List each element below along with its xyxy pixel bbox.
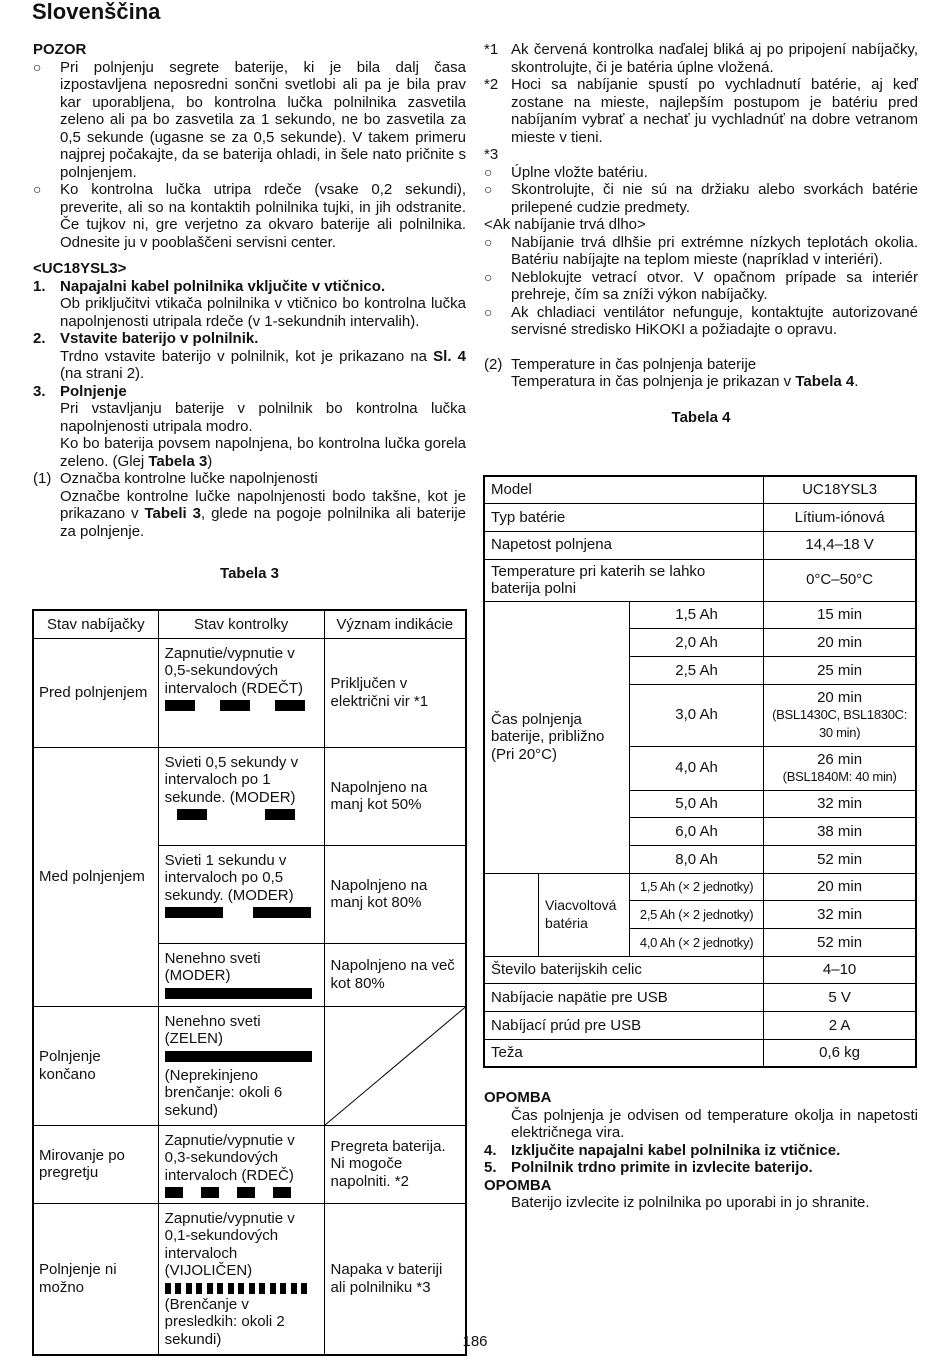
- footnote-text: Hoci sa nabíjanie spustí po vychladnutí batérie, aj keď zostane na mieste, najlepším postupom je batériu pred nabíjaním vybrať a nechať ju vychladnúť na dobre vetranom mieste v tieni.: [511, 76, 918, 146]
- table-row: [484, 956, 916, 984]
- circle-bullet-icon: ○: [484, 303, 493, 320]
- step-3-title: [33, 383, 466, 401]
- text-run: Ko bo baterija povsem napolnjena, bo kontrolna lučka gorela zeleno. (Glej: [60, 435, 466, 470]
- blink-pattern-blue: [165, 907, 318, 918]
- buzzer-note: (Brenčanje v presledkih: okoli 2 sekundi): [164, 1295, 285, 1348]
- steady-pattern-blue: [165, 988, 318, 999]
- sub-2-text: [484, 373, 918, 391]
- sub-2-title: [484, 356, 918, 374]
- capacity: 4,0 Ah (× 2 jednotky): [629, 929, 763, 957]
- light-description: Nenehno sveti (MODER): [164, 949, 261, 984]
- row-value: 14,4–18 V: [764, 531, 916, 559]
- row-value: 0°C–50°C: [764, 559, 916, 601]
- light-state: [158, 638, 324, 747]
- table-3-caption: Tabela 3: [220, 565, 279, 582]
- row-label: Typ batérie: [484, 504, 764, 532]
- bullet-item: [484, 164, 918, 182]
- light-state: [158, 747, 324, 845]
- indication-meaning: Napaka v bateriji ali polnilniku *3: [324, 1203, 466, 1355]
- blink-bar: [275, 700, 305, 711]
- sub-title: Temperature in čas polnjenja baterije: [511, 355, 757, 373]
- table-ref: Tabela 4: [795, 373, 855, 390]
- steady-bar: [165, 1051, 312, 1062]
- text-run: Trdno vstavite baterijo v polnilnik, kot je prikazano na: [60, 347, 434, 365]
- bullet-text: Ak chladiaci ventilátor nefunguje, kontaktujte autorizované servisné stredisko HiKOKI a požiadajte o opravu.: [511, 303, 918, 338]
- table-row: [484, 1039, 916, 1067]
- table-row: [484, 1012, 916, 1040]
- indication-meaning: Priključen v električni vir *1: [324, 638, 466, 747]
- row-value: 0,6 kg: [764, 1039, 916, 1067]
- table-ref: Tabeli 3: [144, 505, 201, 522]
- footnote-text: Ak červená kontrolka naďalej bliká aj po pripojení nabíjačky, skontrolujte, či je batéria úplne vložená.: [511, 41, 918, 76]
- indication-meaning: Pregreta baterija. Ni mogoče napolniti. *2: [324, 1125, 466, 1203]
- table-row: [33, 1006, 466, 1125]
- row-value: 4–10: [764, 956, 916, 984]
- sub-1-text: [33, 488, 466, 541]
- blink-bar: [237, 1187, 255, 1198]
- capacity: 1,5 Ah (× 2 jednotky): [629, 873, 763, 901]
- sub-number: (1): [33, 470, 52, 487]
- time: 20 min: [764, 873, 916, 901]
- light-description: Svieti 1 sekundu v intervaloch po 0,5 sekundy. (MODER): [164, 851, 294, 904]
- sub-number: (2): [484, 355, 503, 373]
- light-state: [158, 1006, 324, 1125]
- step-title: Polnilnik trdno primite in izvlecite baterijo.: [511, 1159, 813, 1176]
- time: 15 min: [764, 601, 916, 629]
- row-label: Število baterijskih celic: [484, 956, 764, 984]
- light-state: [158, 1125, 324, 1203]
- row-label: Temperature pri katerih se lahko baterija polni: [484, 559, 764, 601]
- table-ref: Tabela 3: [148, 452, 208, 470]
- table-row: [484, 601, 916, 629]
- step-number: 5.: [484, 1159, 497, 1176]
- text-run: (na strani 2).: [60, 365, 145, 382]
- indication-meaning: Napolnjeno na več kot 80%: [324, 943, 466, 1006]
- step-title: Napajalni kabel polnilnika vključite v vtičnico.: [60, 277, 386, 295]
- step-1-text: Ob priključitvi vtikača polnilnika v vtičnico bo kontrolna lučka napolnjenosti utripala rdeče (v 1-sekundnih intervalih).: [60, 295, 466, 330]
- light-description: Nenehno sveti (ZELEN): [164, 1012, 261, 1047]
- indication-meaning: Napolnjeno na manj kot 50%: [324, 747, 466, 845]
- light-description: Svieti 0,5 sekundy v intervaloch po 1 sekunde. (MODER): [164, 753, 299, 806]
- row-label: Nabíjacie napätie pre USB: [484, 984, 764, 1012]
- opomba-heading: OPOMBA: [484, 1176, 552, 1194]
- warning-text: Ko kontrolna lučka utripa rdeče (vsake 0,2 sekundi), preverite, ali so na kontaktih polnilnika tujki, in jih odstranite. Če tujkov ni, gre verjetno za okvaro baterije ali polnilnika. Odnesite ju v pooblaščeni servisni center.: [60, 181, 466, 251]
- step-2-text: [33, 348, 466, 383]
- step-number: 4.: [484, 1141, 497, 1159]
- step-3-text: Pri vstavljanju baterije v polnilnik bo kontrolna lučka napolnjenosti utripala modro.: [60, 400, 466, 435]
- steady-pattern-green: [165, 1051, 318, 1062]
- column-header: Stav kontrolky: [158, 610, 324, 638]
- time: [764, 684, 916, 746]
- blink-pattern-red: [165, 1187, 318, 1198]
- time: [764, 746, 916, 790]
- text-run: .: [854, 373, 859, 390]
- circle-bullet-icon: ○: [484, 268, 493, 285]
- table-row: [33, 747, 466, 845]
- circle-bullet-icon: ○: [484, 181, 493, 197]
- blink-bar: [177, 809, 207, 820]
- circle-bullet-icon: ○: [484, 233, 493, 250]
- circle-bullet-icon: ○: [33, 181, 42, 197]
- figure-ref: Sl. 4: [433, 347, 466, 365]
- light-state: [158, 845, 324, 943]
- page-number: 186: [462, 1333, 488, 1350]
- right-column: [484, 41, 918, 426]
- capacity: 2,0 Ah: [629, 629, 763, 657]
- opomba-text: Čas polnjenja je odvisen od temperature okolja in napetosti električnega vira.: [511, 1106, 918, 1141]
- table-row: [33, 1125, 466, 1203]
- opomba-heading: OPOMBA: [484, 1089, 552, 1106]
- footnote-3-mark: *3: [484, 146, 499, 163]
- row-label: Teža: [484, 1039, 764, 1067]
- text-run: , glede na pogoje polnilnika ali baterije za polnjenje.: [60, 505, 466, 540]
- left-column: [33, 41, 466, 583]
- text-run: Označbe kontrolne lučke napolnjenosti bodo takšne, kot je prikazano v: [60, 487, 466, 522]
- time-note: (BSL1840M: 40 min): [782, 769, 897, 785]
- bullet-text: Úplne vložte batériu.: [511, 163, 648, 181]
- time: 52 min: [764, 929, 916, 957]
- sub-1-title: [33, 470, 466, 488]
- charger-state: Mirovanje po pregretju: [33, 1125, 158, 1203]
- diagonal-line: [325, 1007, 465, 1125]
- charger-state: Polnjenje končano: [33, 1006, 158, 1125]
- capacity: 2,5 Ah: [629, 656, 763, 684]
- bullet-text: Nabíjanie trvá dlhšie pri extrémne nízkych teplotách okolia. Batériu nabíjajte na teplom mieste (napríklad v interiéri).: [511, 233, 918, 268]
- table-row: [484, 531, 916, 559]
- text-run: ): [207, 452, 213, 470]
- time-value: 26 min: [817, 750, 863, 768]
- warning-text: Pri polnjenju segrete baterije, ki je bila dalj časa izpostavljena neposredni sončni svetlobi ali pa je bila prav kar uporabljena, bo kontrolna lučka polnilnika zasvetila zeleno ali pa bo zasvetila za 1 sekundo, ne bo zasvetila za 0,5 sekunde (ugasne se za 0,5 sekunde). V takem primeru najprej počakajte, da se baterija ohladi, in šele nato pričnite s polnjenjem.: [60, 58, 466, 181]
- table-row: [484, 476, 916, 504]
- capacity: 5,0 Ah: [629, 790, 763, 818]
- footnote-mark: *1: [484, 41, 499, 58]
- row-value: UC18YSL3: [764, 476, 916, 504]
- multi-volt-label: Viacvoltová batéria: [539, 873, 630, 956]
- table-4-caption: Tabela 4: [671, 408, 731, 426]
- capacity: 8,0 Ah: [629, 846, 763, 874]
- blink-bar: [165, 1187, 183, 1198]
- charger-state: Polnjenje ni možno: [33, 1203, 158, 1355]
- opomba-text: Baterijo izvlecite iz polnilnika po uporabi in jo shranite.: [511, 1194, 870, 1211]
- light-description: Zapnutie/vypnutie v 0,1-sekundových intervaloch (VIJOLIČEN): [164, 1209, 295, 1279]
- steady-bar: [165, 988, 312, 999]
- table-row: [484, 984, 916, 1012]
- time: 20 min: [764, 629, 916, 657]
- capacity: 6,0 Ah: [629, 818, 763, 846]
- step-5: [484, 1159, 918, 1177]
- charging-time-label: Čas polnjenja baterije, približno (Pri 20°C): [484, 601, 629, 873]
- row-label: Napetost polnjena: [484, 531, 764, 559]
- capacity: 4,0 Ah: [629, 746, 763, 790]
- charger-state: Pred polnjenjem: [33, 638, 158, 747]
- footnote-mark: *2: [484, 76, 499, 93]
- row-label: Nabíjací prúd pre USB: [484, 1012, 764, 1040]
- table-row: [484, 559, 916, 601]
- time: 38 min: [764, 818, 916, 846]
- row-value: 2 A: [764, 1012, 916, 1040]
- blank-cell: [484, 873, 539, 956]
- blink-bar: [220, 700, 250, 711]
- indication-meaning: Napolnjeno na manj kot 80%: [324, 845, 466, 943]
- step-title: Vstavite baterijo v polnilnik.: [60, 330, 259, 347]
- bullet-item: [484, 234, 918, 269]
- charger-state: Med polnjenjem: [33, 747, 158, 1006]
- row-value: 5 V: [764, 984, 916, 1012]
- footnote-2: [484, 76, 918, 146]
- time: 52 min: [764, 846, 916, 874]
- step-title: Polnjenje: [60, 382, 127, 400]
- right-notes: [484, 1089, 918, 1212]
- capacity: 1,5 Ah: [629, 601, 763, 629]
- column-header: Význam indikácie: [324, 610, 466, 638]
- table-4: [483, 475, 917, 1068]
- step-3-text: [33, 435, 466, 470]
- step-title: Izključite napajalni kabel polnilnika iz vtičnice.: [511, 1141, 841, 1159]
- blink-pattern-blue: [165, 809, 318, 820]
- pozor-heading: POZOR: [33, 41, 87, 58]
- time: 32 min: [764, 901, 916, 929]
- table-header-row: [33, 610, 466, 638]
- text-run: Temperatura in čas polnjenja je prikazan v: [511, 373, 796, 390]
- circle-bullet-icon: ○: [33, 58, 42, 75]
- warning-item: [33, 181, 466, 251]
- blink-bar: [201, 1187, 219, 1198]
- blink-bar: [165, 700, 195, 711]
- model-heading: <UC18YSL3>: [33, 260, 127, 277]
- time: 32 min: [764, 790, 916, 818]
- blink-bar: [301, 1283, 307, 1294]
- table-row: [33, 638, 466, 747]
- time: 25 min: [764, 656, 916, 684]
- bullet-text: Skontrolujte, či nie sú na držiaku alebo svorkách batérie prilepené cudzie predmety.: [511, 181, 918, 216]
- row-label: Model: [484, 476, 764, 504]
- bullet-item: [484, 269, 918, 304]
- step-number: 1.: [33, 277, 46, 295]
- bullet-text: Neblokujte vetrací otvor. V opačnom prípade sa interiér prehreje, čím sa zníži výkon nabíjačky.: [511, 268, 918, 303]
- sub-title: Označba kontrolne lučke napolnjenosti: [60, 470, 318, 487]
- blink-bar: [165, 907, 223, 918]
- step-number: 2.: [33, 330, 46, 347]
- capacity: 2,5 Ah (× 2 jednotky): [629, 901, 763, 929]
- bullet-item: [484, 181, 918, 216]
- buzzer-note: (Neprekinjeno brenčanje: okoli 6 sekund): [164, 1066, 283, 1119]
- time-value: 20 min: [817, 688, 863, 706]
- long-charge-heading: <Ak nabíjanie trvá dlho>: [484, 216, 646, 233]
- time-note: (BSL1430C, BSL1830C: 30 min): [772, 707, 908, 740]
- step-number: 3.: [33, 382, 46, 400]
- blink-pattern-red: [165, 700, 318, 711]
- light-state: [158, 943, 324, 1006]
- warning-item: [33, 59, 466, 182]
- blink-pattern-purple: [165, 1283, 318, 1294]
- bullet-item: [484, 304, 918, 339]
- step-2-title: [33, 330, 466, 348]
- language-heading: Slovenščina: [32, 0, 161, 24]
- blink-bar: [253, 907, 311, 918]
- circle-bullet-icon: ○: [484, 163, 493, 180]
- blink-bar: [265, 809, 295, 820]
- table-row: [484, 873, 916, 901]
- empty-crossed-cell: [324, 1006, 466, 1125]
- light-description: Zapnutie/vypnutie v 0,5-sekundových intervaloch (RDEČT): [164, 644, 304, 697]
- footnote-1: [484, 41, 918, 76]
- table-3: [32, 609, 467, 1356]
- step-1-title: [33, 278, 466, 296]
- table-row: [484, 504, 916, 532]
- blink-bar: [273, 1187, 291, 1198]
- step-4: [484, 1142, 918, 1160]
- row-value: Lítium-iónová: [764, 504, 916, 532]
- capacity: 3,0 Ah: [629, 684, 763, 746]
- column-header: Stav nabíjačky: [33, 610, 158, 638]
- light-description: Zapnutie/vypnutie v 0,3-sekundových intervaloch (RDEČ): [164, 1131, 295, 1184]
